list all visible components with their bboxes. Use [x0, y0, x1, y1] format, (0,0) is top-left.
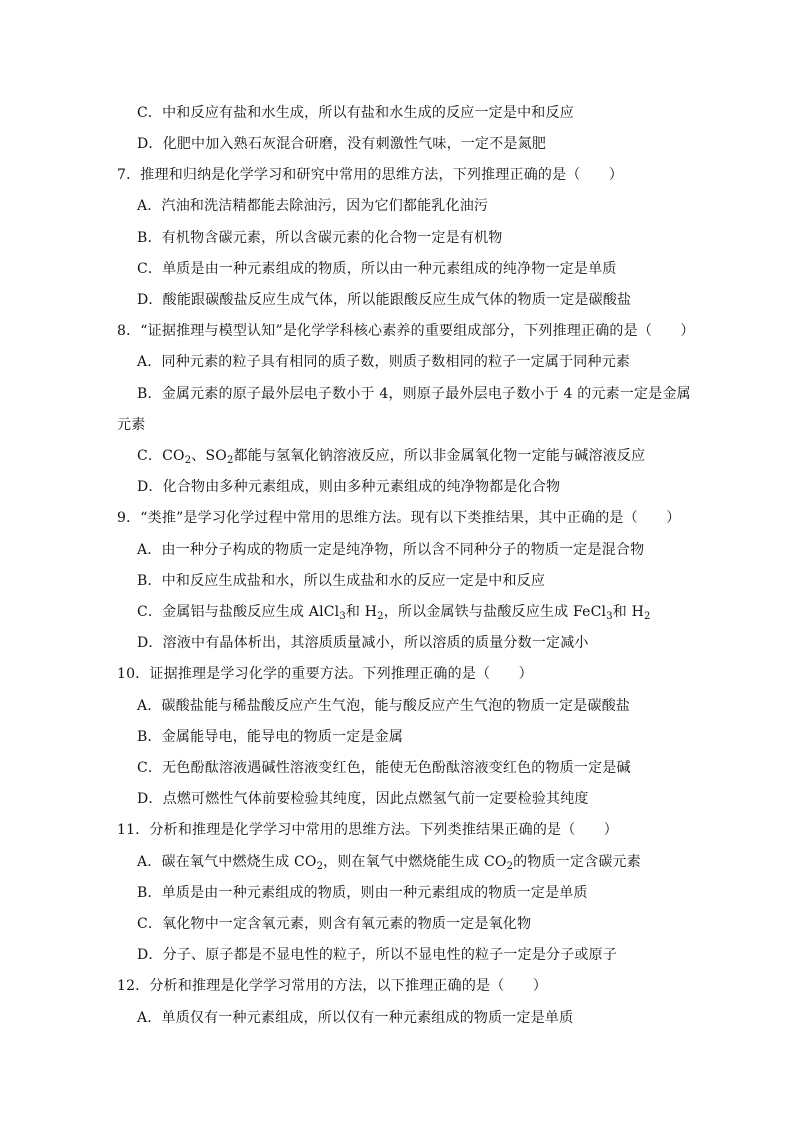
- option-9c: C．金属铝与盐酸反应生成 AlCl$_3$和 $H_2$，所以金属铁与盐酸反应生成 FeCl$_3$和 $H_2$: [137, 604, 651, 622]
- option-6c: C．中和反应有盐和水生成，所以有盐和水生成的反应一定是中和反应: [137, 105, 574, 121]
- option-10d: D．点燃可燃性气体前要检验其纯度，因此点燃氢气前一定要检验其纯度: [137, 791, 589, 807]
- option-9b: B．中和反应生成盐和水，所以生成盐和水的反应一定是中和反应: [137, 573, 546, 589]
- option-8a: A．同种元素的粒子具有相同的质子数，则质子数相同的粒子一定属于同种元素: [137, 354, 631, 370]
- option-9d: D．溶液中有晶体析出，其溶质质量减小，所以溶质的质量分数一定减小: [137, 635, 589, 651]
- option-11a: A．碳在氧气中燃烧生成 $CO_2$，则在氧气中燃烧能生成 $CO_2$的物质一定含碳元素: [137, 854, 641, 872]
- option-10b: B．金属能导电，能导电的物质一定是金属: [137, 729, 404, 745]
- option-11b: B．单质是由一种元素组成的物质，则由一种元素组成的物质一定是单质: [137, 885, 588, 901]
- option-7c: C．单质是由一种元素组成的物质，所以由一种元素组成的纯净物一定是单质: [137, 261, 617, 277]
- option-8b-continuation: 元素: [117, 417, 146, 433]
- option-9a: A．由一种分子构成的物质一定是纯净物，所以含不同种分子的物质一定是混合物: [137, 542, 645, 558]
- option-6d: D．化肥中加入熟石灰混合研磨，没有刺激性气味，一定不是氮肥: [137, 136, 547, 152]
- option-10a: A．碳酸盐能与稀盐酸反应产生气泡，能与酸反应产生气泡的物质一定是碳酸盐: [137, 698, 631, 714]
- option-10c: C．无色酚酞溶液遇碱性溶液变红色，能使无色酚酞溶液变红色的物质一定是碱: [137, 760, 631, 776]
- option-12a: A．单质仅有一种元素组成，所以仅有一种元素组成的物质一定是单质: [137, 1010, 574, 1026]
- option-8d: D．化合物由多种元素组成，则由多种元素组成的纯净物都是化合物: [137, 479, 561, 495]
- option-8c: C．$CO_2$、$SO_2$都能与氢氧化钠溶液反应，所以非金属氧化物一定能与碱溶液反应: [137, 448, 646, 466]
- question-12: 12．分析和推理是化学学习常用的方法，以下推理正确的是（ ）: [117, 978, 548, 994]
- question-8: 8．“证据推理与模型认知”是化学学科核心素养的重要组成部分，下列推理正确的是（ ）: [117, 323, 695, 339]
- option-11c: C．氧化物中一定含氧元素，则含有氧元素的物质一定是氧化物: [137, 916, 532, 932]
- option-7d: D．酸能跟碳酸盐反应生成气体，所以能跟酸反应生成气体的物质一定是碳酸盐: [137, 292, 632, 308]
- option-7a: A．汽油和洗洁精都能去除油污，因为它们都能乳化油污: [137, 198, 489, 214]
- option-8b: B．金属元素的原子最外层电子数小于 4，则原子最外层电子数小于 4 的元素一定是金属: [137, 386, 691, 402]
- option-11d: D．分子、原子都是不显电性的粒子，所以不显电性的粒子一定是分子或原子: [137, 947, 618, 963]
- option-7b: B．有机物含碳元素，所以含碳元素的化合物一定是有机物: [137, 230, 503, 246]
- question-11: 11．分析和推理是化学学习中常用的思维方法。下列类推结果正确的是（ ）: [117, 822, 619, 838]
- question-9: 9．“类推”是学习化学过程中常用的思维方法。现有以下类推结果，其中正确的是（ ）: [117, 510, 681, 526]
- question-10: 10．证据推理是学习化学的重要方法。下列推理正确的是（ ）: [117, 666, 533, 682]
- question-7: 7．推理和归纳是化学学习和研究中常用的思维方法，下列推理正确的是（ ）: [117, 167, 624, 183]
